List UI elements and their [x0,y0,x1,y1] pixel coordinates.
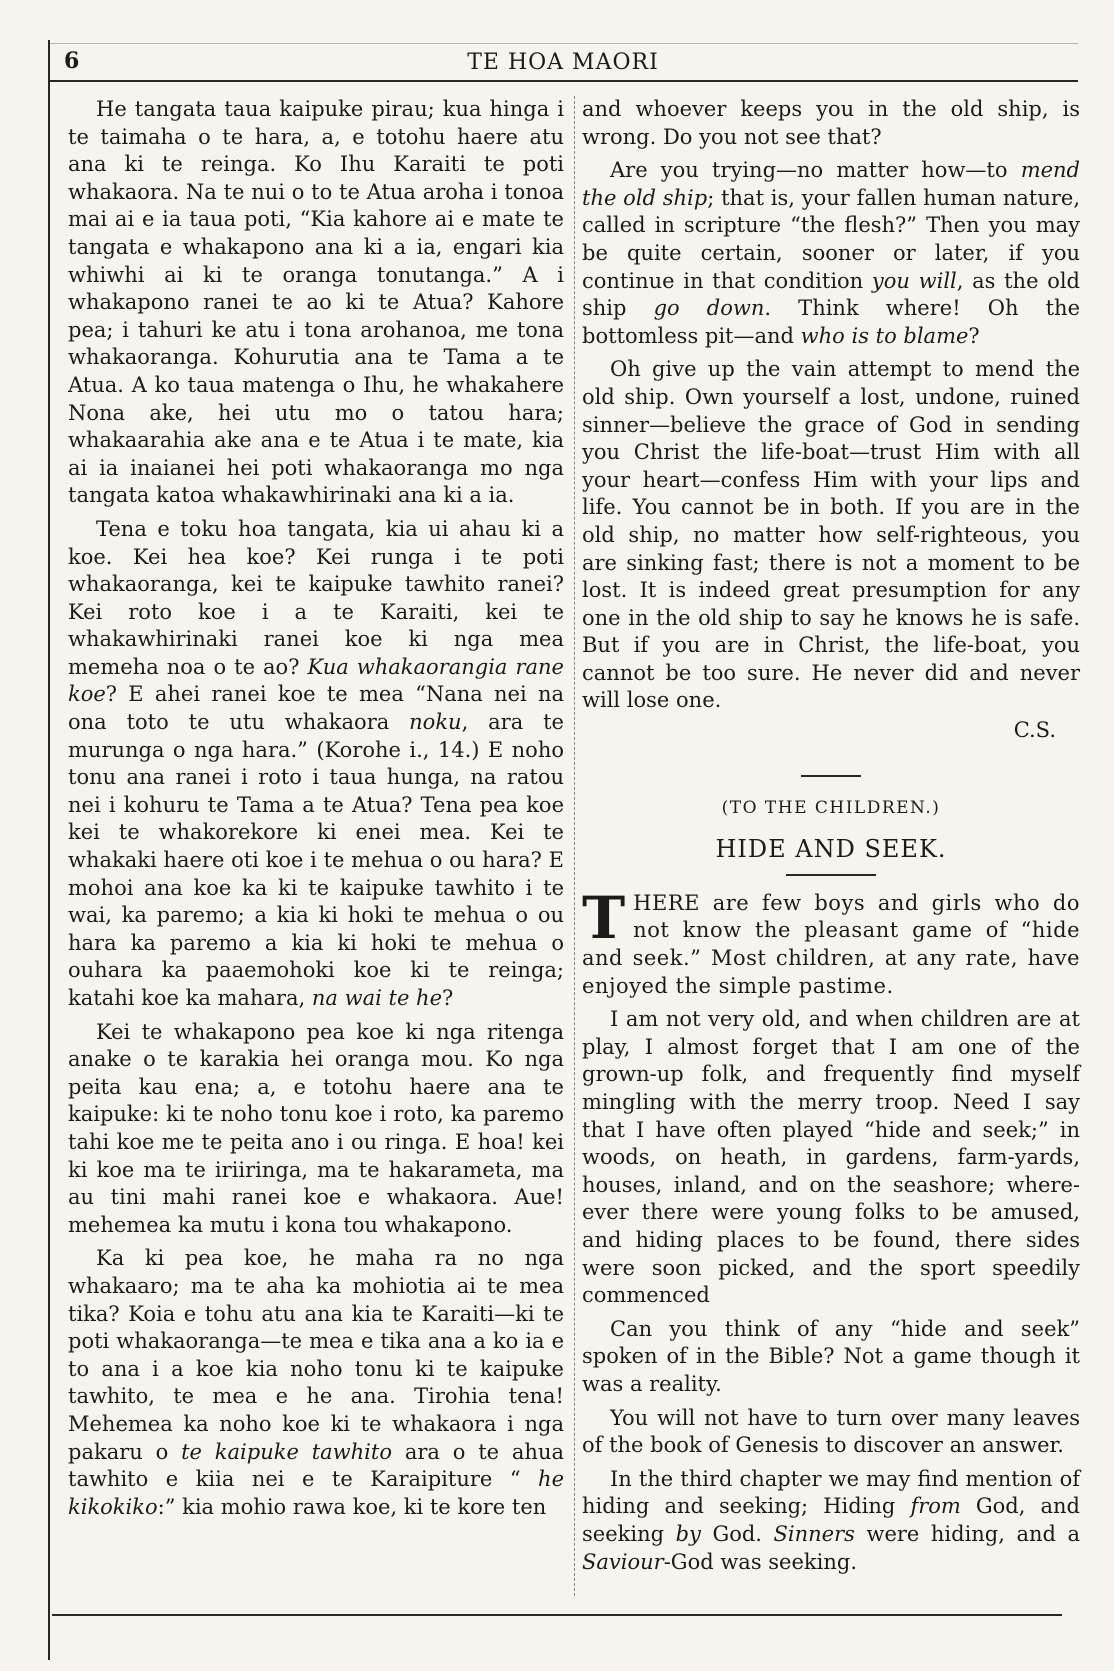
header-rule [48,80,1078,82]
column-divider [574,96,575,1596]
italic-run: te kaipuke tawhito [181,1439,392,1464]
left-paragraph: Ka ki pea koe, he maha ra no nga whakaaro; ma te aha ka mohiotia ai te mea tika? Koia e tohu atu ana kia te Karaiti—ki te poti whakaoranga—te mea e tika ana a ko ia e to ana i a koe kia noho tonu ki te kaipuke tawhito, te mea e he ana. Tirohia tena! Mehemea ka noho koe ki te whakaora i nga pakaru o te kaipuke tawhito ara o te ahua tawhito e kiia nei e te Karaipiture “ he kikokiko:” kia mohio rawa koe, ki te kore ten [68,1246,565,1519]
left-column [68,96,564,1521]
right-paragraph: and whoever keeps you in the old ship, is wrong. Do you not see that? [582,97,1080,149]
dropcap-paragraph-text: HERE are few boys and girls who do not know the pleasant game of “hide and seek.” Most children, at any rate, have enjoyed the simple pastime. [582,890,1080,998]
page-header [48,48,1078,88]
dropcap-paragraph [582,883,1080,1000]
left-edge-rule [48,40,50,1660]
article-title: HIDE AND SEEK. [715,835,947,864]
italic-run: Sinners [773,1521,855,1546]
italic-run: who is to blame [800,323,969,348]
page-number: 6 [64,48,80,74]
running-title: TE HOA MAORI [467,50,659,75]
author-signature: C.S. [1013,718,1056,743]
section-label: (TO THE CHILDREN.) [721,797,941,818]
right-column [582,96,1080,1576]
right-paragraph: In the third chapter we may find mention of hiding and seeking; Hiding from God, and seeking by God. Sinners were hiding, and a Saviour-God was seeking. [582,1466,1081,1574]
italic-run: Kua whakaorangia rane koe [68,654,564,707]
italic-run: go down [653,296,765,321]
left-paragraph: He tangata taua kaipuke pirau; kua hinga i te taimaha o te hara, a, e totohu haere atu ana ki te reinga. Ko Ihu Karaiti te poti whakaora. Na te nui o to te Atua aroha i tonoa mai ai e ia taua poti, “Kia kahore ai e mate te tangata e whakapono ana ki a ia, engari kia whiwhi ai ki te oranga tonutanga.” A i whakapono ranei te ao ki te Atua? Kahore pea; i tahuri ke atu i tona arohanoa, me tona whakaoranga. Kohurutia ana te Tama a te Atua. A ko taua matenga o Ihu, he whakahere Nona ake, hei utu mo o tatou hara; whakaarahia ake ana e te Atua i te mate, kia ai ia inaianei hei poti whakaoranga mo nga tangata katoa whakawhirinaki ana ki a ia. [68,97,564,508]
right-paragraph: Can you think of any “hide and seek” spoken of in the Bible? Not a game though it was a reality. [582,1316,1080,1396]
italic-run: you will [871,268,957,293]
dropcap-letter: T [582,883,626,952]
italic-run: noku [409,710,462,735]
italic-run: from [910,1494,961,1519]
italic-run: by [675,1521,701,1546]
left-paragraph: Kei te whakapono pea koe ki nga ritenga anake o te karakia hei oranga mou. Ko nga peita kau ena; a, e totohu haere ana te kaipuke: ki te noho tonu koe i roto, ka paremo tahi koe me te peita ano i ou ringa. E hoa! kei ki koe ma te iriiringa, ma te hakarameta, ma au tini mahi ranei koe e whakaora. Aue! mehemea ka mutu i kona tou whakapono. [68,1019,564,1237]
italic-run: mend the old ship [582,158,1080,210]
top-edge-rule [48,43,1078,44]
right-paragraph: I am not very old, and when children are at play, I almost forget that I am one of the grown-up folk, and frequently find myself mingling with the merry troop. Need I say that I have often played “hide and seek;” in woods, on heath, in gardens, farm-yards, houses, inland, and on the seashore; where-ever there were young folks to be amused, and hiding places to be found, there sides were soon picked, and the sport speedily commenced [582,1007,1080,1308]
italic-run: na wai te he [311,986,443,1010]
right-paragraph: Are you trying—no matter how—to mend the old ship; that is, your fallen human nature, called in scripture “the flesh?” Then you may be quite certain, sooner or later, if you continue in that condition you will, as the old ship go down. Think where! Oh the bottomless pit—and who is to blame? [582,158,1081,348]
title-rule [786,874,876,876]
bottom-rule [52,1614,1062,1616]
right-paragraph: Oh give up the vain attempt to mend the old ship. Own yourself a lost, undone, ruined sinner—believe the grace of God in sending you Christ the life-boat—trust Him with all your heart—confess Him with your lips and life. You cannot be in both. If you are in the old ship, no matter how self-righteous, you are sinking fast; there is not a moment to be lost. It is indeed great presumption for any one in the old ship to say he knows he is safe. But if you are in Christ, the life-boat, you cannot be too sure. He never did and never will lose one. [582,357,1080,713]
left-paragraph: Tena e toku hoa tangata, kia ui ahau ki a koe. Kei hea koe? Kei runga i te poti whakaoranga, kei te kaipuke tawhito ranei? Kei roto koe i a te Karaiti, kei te whakawhirinaki ranei koe ki nga mea memeha noa o te ao? Kua whakaorangia rane koe? E ahei ranei koe te mea “Nana nei na ona toto te utu whakaora noku, ara te murunga o nga hara.” (Korohe i., 14.) E noho tonu ana ranei i roto i taua hunga, na ratou nei i kohuru te Tama a te Atua? Tena pea koe kei te whakorekore ki enei mea. Kei te whakaki haere oti koe i te mehua o ou hara? E mohoi ana koe ka ki te kaipuke tawhito i te wai, ka paremo; a kia ki hoki te mehua o ou hara ka paremo a kia ki hoki te mehua o ouhara ka paaemohoki koe ki te reinga; katahi koe ka mahara, na wai te he? [68,516,564,1010]
section-divider-rule [801,775,861,777]
right-paragraph: You will not have to turn over many leaves of the book of Genesis to discover an answer. [582,1405,1080,1458]
italic-run: Saviour [582,1549,664,1574]
italic-run: he kikokiko [68,1467,564,1519]
